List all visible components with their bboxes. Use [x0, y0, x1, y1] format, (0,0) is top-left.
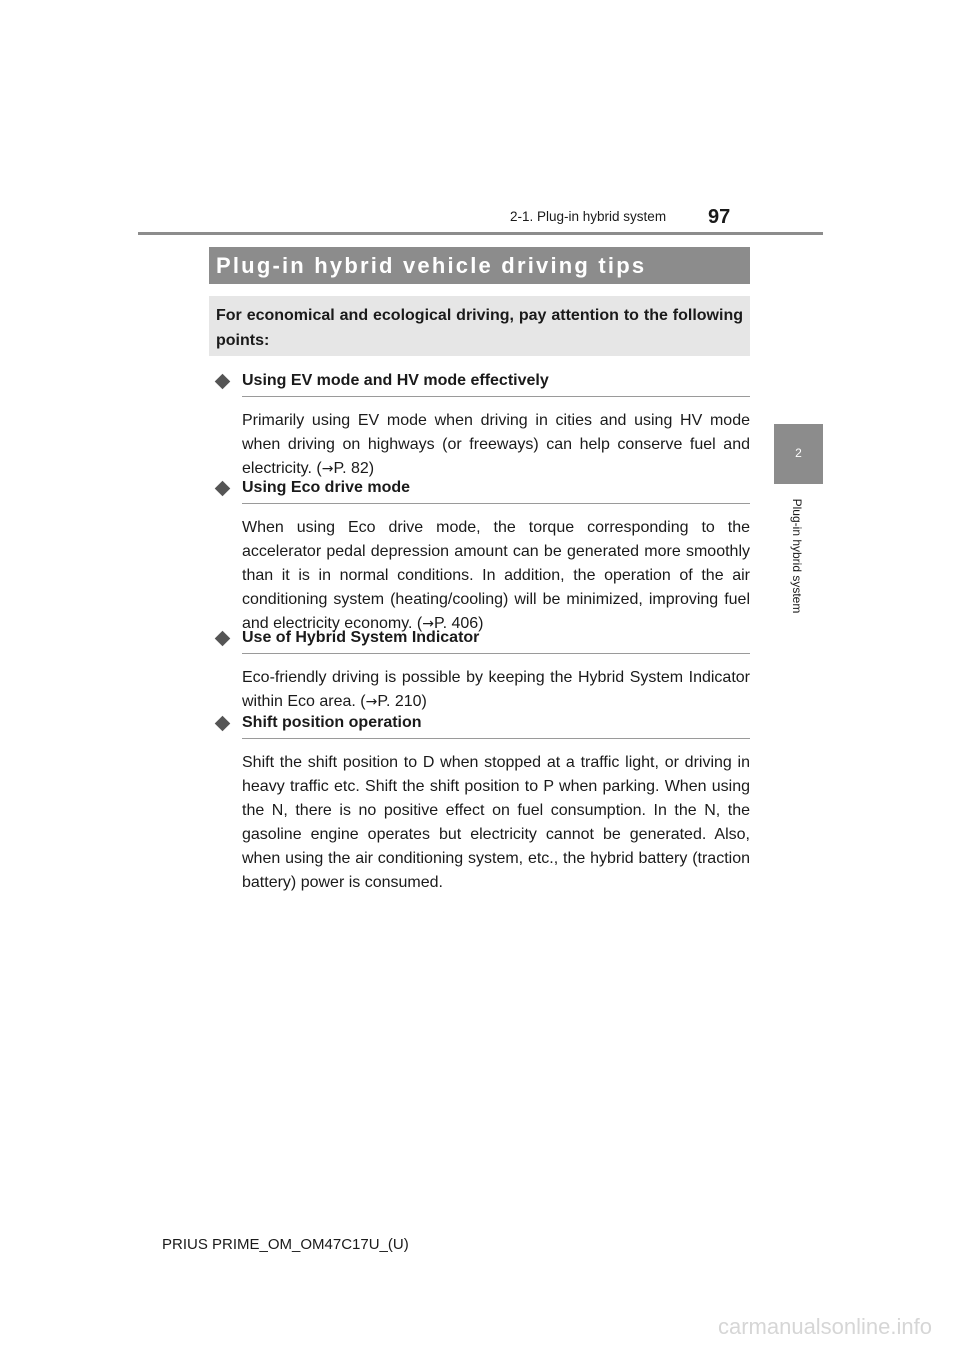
- arrow-icon: →: [321, 461, 334, 477]
- intro-text: For economical and ecological driving, pay attention to the following points:: [216, 307, 743, 349]
- page-reference-link[interactable]: P. 210: [377, 693, 422, 710]
- diamond-bullet-icon: [215, 716, 231, 732]
- arrow-icon: →: [422, 616, 434, 632]
- header-rule: [138, 232, 823, 235]
- running-header: 2-1. Plug-in hybrid system: [510, 209, 667, 224]
- section-body: [242, 666, 750, 714]
- diamond-bullet-icon: [215, 481, 231, 497]
- section-heading: Shift position operation: [242, 714, 422, 731]
- section-body: [242, 516, 750, 636]
- diamond-bullet-icon: [215, 374, 231, 390]
- section-rule: [242, 396, 750, 397]
- section-hybrid-system-indicator: [214, 629, 750, 714]
- close-paren: ): [368, 460, 375, 477]
- section-ev-hv-mode: [214, 372, 750, 481]
- page-reference-link[interactable]: P. 82: [333, 460, 369, 477]
- close-paren: ): [478, 615, 484, 632]
- section-heading: Using EV mode and HV mode effectively: [242, 372, 549, 389]
- close-paren: ): [421, 693, 427, 710]
- section-heading: Use of Hybrid System Indicator: [242, 629, 480, 646]
- section-rule: [242, 653, 750, 654]
- arrow-icon: →: [365, 694, 378, 710]
- footer-document-code: PRIUS PRIME_OM_OM47C17U_(U): [162, 1236, 409, 1253]
- section-body-text: When using Eco drive mode, the torque corresponding to the accelerator pedal depression amount can be generated more smoothly than it is in normal conditions. In addition, the operation of the air conditioning system (heating/cooling) will be minimized, improving fuel and electricity economy. (: [242, 519, 750, 632]
- diamond-bullet-icon: [215, 631, 231, 647]
- side-chapter-label-text: Plug-in hybrid system: [790, 498, 804, 614]
- section-body: [242, 409, 750, 481]
- section-body-text: Eco-friendly driving is possible by keeping the Hybrid System Indicator within Eco area. (: [242, 669, 750, 710]
- side-tab-number: 2: [795, 446, 802, 460]
- section-rule: [242, 738, 750, 739]
- section-shift-position-operation: [214, 714, 750, 895]
- page-reference-link[interactable]: P. 406: [433, 615, 479, 632]
- section-body: Shift the shift position to D when stopped at a traffic light, or driving in heavy traffic etc. Shift the shift position to P when parking. When using the N, there is no positive effect on fuel consumption. In the N, the gasoline engine operates but electricity cannot be generated. Also, when using the air conditioning system, etc., the hybrid battery (traction battery) power is consumed.: [242, 754, 750, 891]
- page-title-bar: [209, 247, 750, 284]
- section-eco-drive-mode: [214, 479, 750, 636]
- watermark: carmanualsonline.info: [717, 1314, 932, 1339]
- section-rule: [242, 503, 750, 504]
- page-number: 97: [708, 206, 731, 228]
- page-title: Plug-in hybrid vehicle driving tips: [216, 253, 647, 278]
- intro-box: [209, 296, 750, 356]
- section-heading: Using Eco drive mode: [242, 479, 411, 496]
- section-body-text: Primarily using EV mode when driving in cities and using HV mode when driving on highways (or freeways) can help conserve fuel and electricity. (: [242, 412, 750, 477]
- chapter-side-tab[interactable]: [774, 424, 823, 484]
